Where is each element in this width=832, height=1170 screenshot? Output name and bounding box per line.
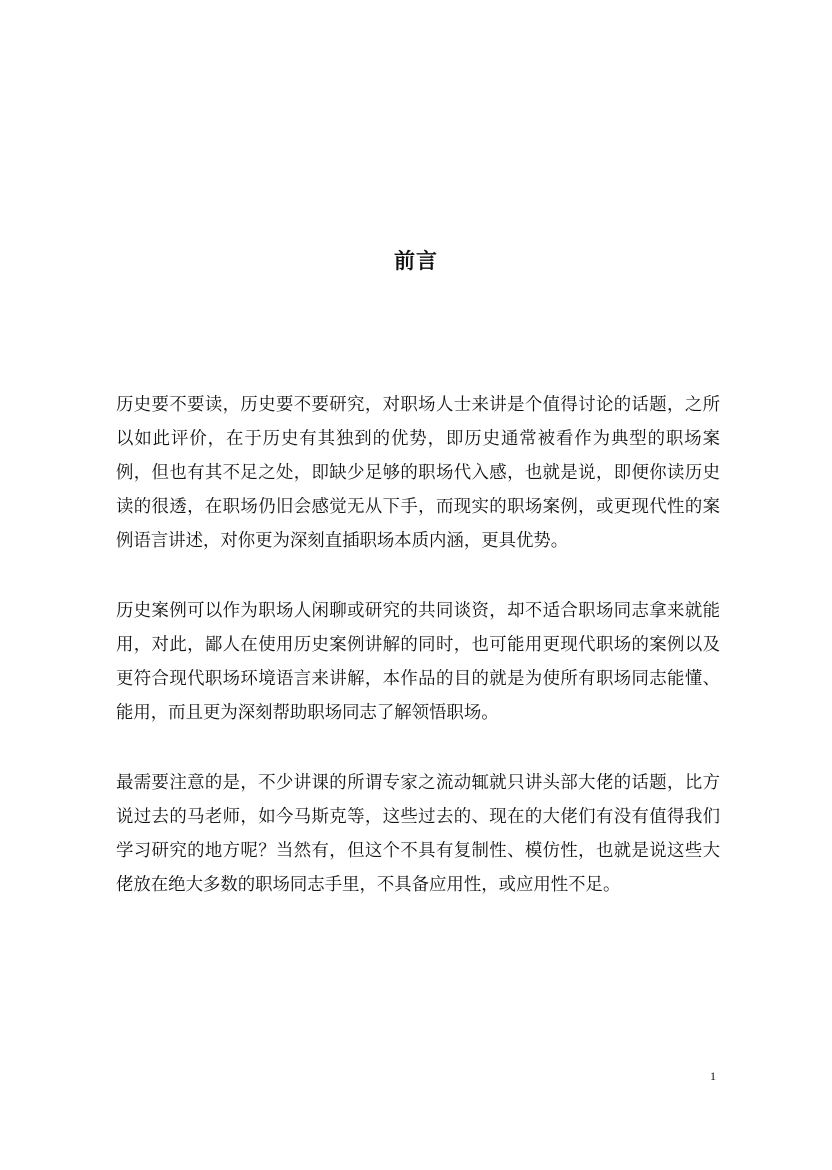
paragraph-2: 历史案例可以作为职场人闲聊或研究的共同谈资，却不适合职场同志拿来就能用，对此，鄙人在使用历史案例讲解的同时，也可能用更现代职场的案例以及更符合现代职场环境语言来讲解，本作品的目的就是为使所有职场同志能懂、能用，而且更为深刻帮助职场同志了解领悟职场。 <box>116 601 720 723</box>
page-title: 前言 <box>394 248 438 273</box>
paragraph-3: 最需要注意的是，不少讲课的所谓专家之流动辄就只讲头部大佬的话题，比方说过去的马老师，如今马斯克等，这些过去的、现在的大佬们有没有值得我们学习研究的地方呢？当然有，但这个不具有复制性、模仿性，也就是说这些大佬放在绝大多数的职场同志手里，不具备应用性，或应用性不足。 <box>116 773 720 895</box>
page-number: 1 <box>710 1069 716 1083</box>
paragraph-1: 历史要不要读，历史要不要研究，对职场人士来讲是个值得讨论的话题，之所以如此评价，在于历史有其独到的优势，即历史通常被看作为典型的职场案例，但也有其不足之处，即缺少足够的职场代入感，也就是说，即便你读历史读的很透，在职场仍旧会感觉无从下手，而现实的职场案例，或更现代性的案例语言讲述，对你更为深刻直插职场本质内涵，更具优势。 <box>116 395 720 551</box>
body-text <box>116 388 720 938</box>
